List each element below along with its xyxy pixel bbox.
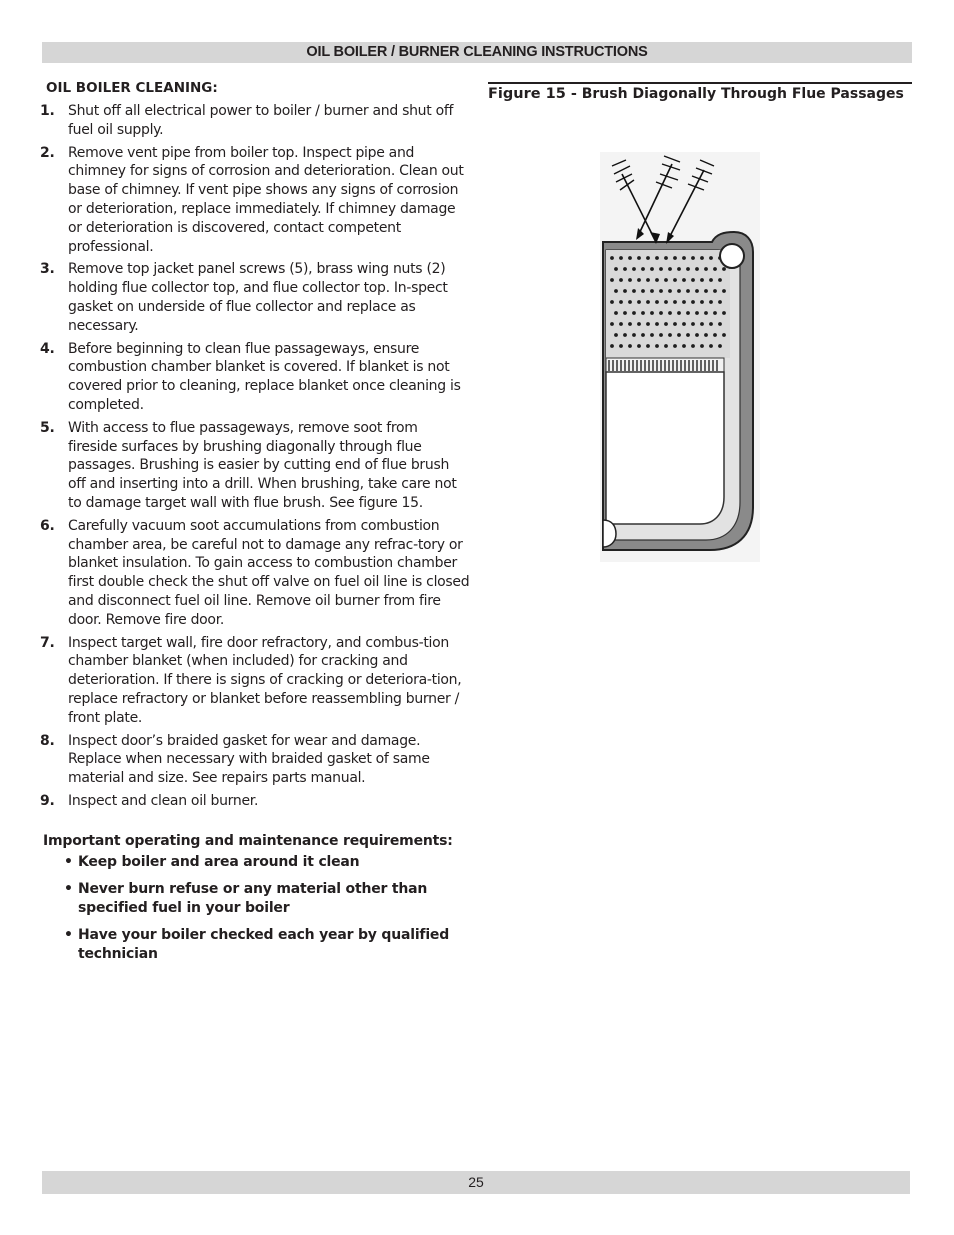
flue-pin <box>610 256 614 260</box>
list-item <box>40 419 470 513</box>
flue-pin <box>614 311 618 315</box>
flue-pin <box>677 333 681 337</box>
list-item <box>40 634 470 728</box>
flue-pin <box>682 300 686 304</box>
flue-pin <box>686 289 690 293</box>
flue-pin <box>614 333 618 337</box>
step-text: Shut off all electrical power to boiler / burner and shut off fuel oil supply. <box>68 103 454 138</box>
flue-pin <box>646 278 650 282</box>
flue-pin <box>664 278 668 282</box>
requirement-text: Keep boiler and area around it clean <box>78 853 360 870</box>
list-item <box>40 517 470 630</box>
flue-pin <box>700 344 704 348</box>
flue-pin <box>632 333 636 337</box>
flue-pin <box>709 300 713 304</box>
steps-list <box>40 102 470 811</box>
flue-pin <box>709 344 713 348</box>
combustion-chamber <box>606 372 724 524</box>
flue-pin <box>628 322 632 326</box>
flue-pin <box>628 344 632 348</box>
flue-pin <box>722 267 726 271</box>
step-text: With access to flue passageways, remove soot from fireside surfaces by brushing diagonally through flue passages. Brushing is easier by cutting end of flue brush off and inserting into a drill. When brushing, take care not to damage target wall with flue brush. See figure 15. <box>68 419 457 511</box>
page-footer <box>42 1171 910 1194</box>
flue-pin <box>641 311 645 315</box>
flue-pin <box>641 289 645 293</box>
flue-pin <box>632 267 636 271</box>
flue-pin <box>718 322 722 326</box>
step-number: 5. <box>40 419 55 436</box>
flue-pin <box>646 300 650 304</box>
flue-pin <box>655 344 659 348</box>
flue-pin <box>664 256 668 260</box>
flue-pin <box>646 322 650 326</box>
flue-pin <box>646 344 650 348</box>
flue-pin <box>655 256 659 260</box>
flue-pin <box>673 256 677 260</box>
step-number: 3. <box>40 261 55 278</box>
flue-pin <box>619 344 623 348</box>
flue-pin <box>619 322 623 326</box>
flue-pin <box>637 300 641 304</box>
bolt-hole <box>720 244 744 268</box>
flue-pin <box>682 344 686 348</box>
flue-pin <box>664 300 668 304</box>
figure-caption <box>488 85 908 104</box>
flue-pin <box>664 344 668 348</box>
figure-rule <box>488 82 912 84</box>
bullet-icon: • <box>64 926 73 943</box>
step-number: 6. <box>40 517 55 534</box>
flue-pin <box>700 322 704 326</box>
flue-pin <box>713 311 717 315</box>
flue-brush-illustration <box>600 152 760 562</box>
flue-pin <box>713 289 717 293</box>
list-item <box>64 926 470 964</box>
flue-pin <box>628 300 632 304</box>
flue-pin <box>650 333 654 337</box>
flue-pin <box>659 267 663 271</box>
flue-pin <box>668 267 672 271</box>
step-number: 4. <box>40 340 55 357</box>
flue-pin <box>646 256 650 260</box>
list-item <box>40 260 470 335</box>
step-text: Remove top jacket panel screws (5), brass wing nuts (2) holding flue collector top, and flue collector top. In-spect gasket on underside of flue collector and replace as necessary. <box>68 261 448 334</box>
flue-pin <box>673 344 677 348</box>
flue-passage-area <box>606 250 730 358</box>
flue-pin <box>637 278 641 282</box>
instructions-column <box>40 80 470 972</box>
flue-pin <box>623 289 627 293</box>
flue-pin <box>668 311 672 315</box>
list-item <box>64 853 470 872</box>
flue-pin <box>691 256 695 260</box>
flue-pin <box>664 322 668 326</box>
flue-pin <box>682 278 686 282</box>
flue-pin <box>691 344 695 348</box>
flue-pin <box>668 289 672 293</box>
list-item <box>64 880 470 918</box>
bullet-icon: • <box>64 880 73 897</box>
step-text: Before beginning to clean flue passageways, ensure combustion chamber blanket is covered. If blanket is not covered prior to cleaning, replace blanket once cleaning is completed. <box>68 340 461 413</box>
step-text: Inspect door’s braided gasket for wear and damage. Replace when necessary with braided gasket of same material and size. See repairs parts manual. <box>68 732 430 787</box>
flue-pin <box>709 278 713 282</box>
flue-pin <box>668 333 672 337</box>
step-number: 9. <box>40 792 55 809</box>
flue-pin <box>628 278 632 282</box>
step-number: 8. <box>40 732 55 749</box>
step-text: Carefully vacuum soot accumulations from combustion chamber area, be careful not to damage any refrac-tory or blanket insulation. To gain access to combustion chamber first double check the shut off valve on fuel oil line is closed and disconnect fuel oil line. Remove oil burner from fire door. Remove fire door. <box>68 517 470 628</box>
flue-pin <box>722 289 726 293</box>
requirement-text: Have your boiler checked each year by qualified technician <box>78 926 450 962</box>
flue-pin <box>650 311 654 315</box>
flue-pin <box>682 256 686 260</box>
flue-pin <box>655 278 659 282</box>
step-number: 2. <box>40 144 55 161</box>
list-item <box>40 732 470 788</box>
flue-pin <box>655 322 659 326</box>
flue-pin <box>718 278 722 282</box>
flue-pin <box>677 311 681 315</box>
flue-pin <box>623 333 627 337</box>
flue-pin <box>718 344 722 348</box>
flue-pin <box>650 267 654 271</box>
flue-pin <box>691 322 695 326</box>
flue-pin <box>695 333 699 337</box>
list-item <box>40 102 470 140</box>
flue-pin <box>619 256 623 260</box>
flue-pin <box>677 289 681 293</box>
flue-pin <box>610 322 614 326</box>
page-number: 25 <box>468 1174 484 1190</box>
flue-pin <box>650 289 654 293</box>
flue-pin <box>673 278 677 282</box>
flue-pin <box>686 333 690 337</box>
flue-pin <box>704 333 708 337</box>
flue-pin <box>682 322 686 326</box>
flue-pin <box>673 322 677 326</box>
flue-pin <box>641 333 645 337</box>
flue-pin <box>695 267 699 271</box>
flue-pin <box>655 300 659 304</box>
flue-pin <box>713 267 717 271</box>
flue-pin <box>619 278 623 282</box>
flue-pin <box>614 289 618 293</box>
flue-pin <box>695 311 699 315</box>
requirements-list <box>40 853 470 964</box>
flue-pin <box>637 322 641 326</box>
flue-pin <box>700 278 704 282</box>
flue-pin <box>695 289 699 293</box>
step-text: Remove vent pipe from boiler top. Inspect pipe and chimney for signs of corrosion and deterioration. Clean out base of chimney. If vent pipe shows any signs of corrosion or deterioration, replace immediately. If chimney damage or deterioration is discovered, contact competent professional. <box>68 144 464 255</box>
flue-pin <box>709 322 713 326</box>
flue-pin <box>632 289 636 293</box>
list-item <box>40 792 470 811</box>
flue-pin <box>722 311 726 315</box>
flue-pin <box>686 311 690 315</box>
flue-pin <box>610 344 614 348</box>
flue-pin <box>677 267 681 271</box>
flue-pin <box>704 311 708 315</box>
flue-pin <box>700 256 704 260</box>
flue-pin <box>610 278 614 282</box>
flue-pin <box>691 278 695 282</box>
flue-pin <box>709 256 713 260</box>
flue-pin <box>623 311 627 315</box>
list-item <box>40 144 470 257</box>
flue-pin <box>686 267 690 271</box>
flue-pin <box>628 256 632 260</box>
flue-pin <box>619 300 623 304</box>
figure-caption-text: Brush Diagonally Through Flue Passages <box>581 86 904 102</box>
flue-pin <box>700 300 704 304</box>
step-text: Inspect target wall, fire door refractory, and combus-tion chamber blanket (when included) for cracking and deterioration. If there is signs of cracking or deteriora-tion, replace refractory or blanket before reassembling burner / front plate. <box>68 634 462 726</box>
step-text: Inspect and clean oil burner. <box>68 792 259 809</box>
flue-pin <box>718 300 722 304</box>
flue-pin <box>637 344 641 348</box>
step-number: 1. <box>40 103 55 119</box>
flue-pin <box>632 311 636 315</box>
section-header: OIL BOILER / BURNER CLEANING INSTRUCTIONS <box>42 42 912 63</box>
bullet-icon: • <box>64 853 73 870</box>
flue-pin <box>610 300 614 304</box>
flue-pin <box>623 267 627 271</box>
flue-pin <box>614 267 618 271</box>
flue-pin <box>704 289 708 293</box>
requirement-text: Never burn refuse or any material other than specified fuel in your boiler <box>78 880 428 916</box>
flue-pin <box>637 256 641 260</box>
requirements-title: Important operating and maintenance requirements: <box>43 832 453 849</box>
flue-pin <box>713 333 717 337</box>
flue-pin <box>659 311 663 315</box>
section-title: OIL BOILER CLEANING: <box>46 80 218 96</box>
flue-pin <box>722 333 726 337</box>
step-number: 7. <box>40 634 55 651</box>
flue-pin <box>691 300 695 304</box>
flue-pin <box>659 289 663 293</box>
flue-pin <box>659 333 663 337</box>
flue-pin <box>641 267 645 271</box>
flue-pin <box>673 300 677 304</box>
figure-label: Figure 15 - <box>488 86 577 102</box>
flue-pin <box>704 267 708 271</box>
list-item <box>40 340 470 415</box>
